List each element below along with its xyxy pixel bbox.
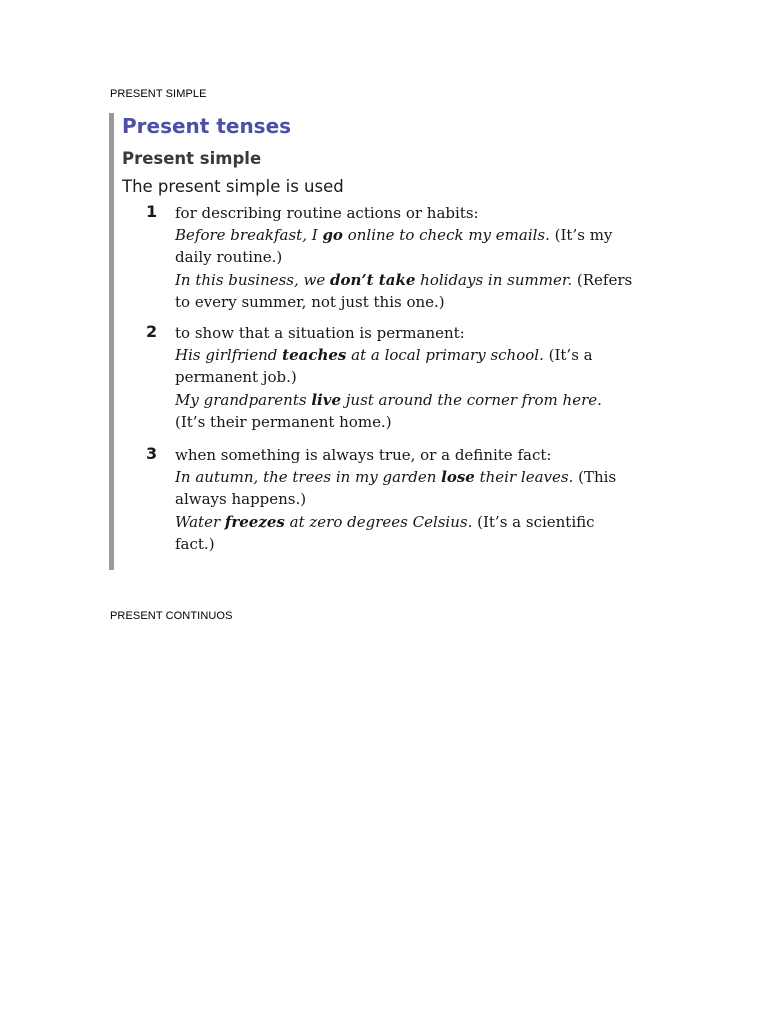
section-heading-present-simple: PRESENT SIMPLE bbox=[110, 88, 207, 100]
highlight-verb: live bbox=[311, 391, 341, 409]
highlight-verb: go bbox=[322, 226, 343, 244]
rule-description: when something is always true, or a definite fact: bbox=[175, 446, 552, 464]
highlight-verb: teaches bbox=[282, 346, 347, 364]
highlight-verb: freezes bbox=[224, 513, 285, 531]
example-line: In autumn, the trees in my garden lose their leaves. (This bbox=[175, 468, 617, 486]
rule-number: 3 bbox=[146, 444, 158, 463]
textbook-excerpt bbox=[109, 113, 657, 570]
rule-description: to show that a situation is permanent: bbox=[175, 324, 465, 342]
highlight-verb: don’t take bbox=[330, 271, 416, 289]
excerpt-intro: The present simple is used bbox=[122, 177, 344, 196]
example-note: to every summer, not just this one.) bbox=[175, 293, 445, 311]
highlight-verb: lose bbox=[441, 468, 475, 486]
section-heading-present-continuous: PRESENT CONTINUOS bbox=[110, 610, 233, 622]
example-line: His girlfriend teaches at a local primary school. (It’s a bbox=[175, 346, 593, 364]
example-line: Before breakfast, I go online to check my emails. (It’s my bbox=[175, 226, 613, 244]
example-note: always happens.) bbox=[175, 490, 307, 508]
excerpt-title: Present tenses bbox=[122, 114, 292, 138]
example-note: (It’s their permanent home.) bbox=[175, 413, 392, 431]
rule-description: for describing routine actions or habits: bbox=[175, 204, 479, 222]
example-line: My grandparents live just around the corner from here. bbox=[175, 391, 602, 409]
example-note: fact.) bbox=[175, 535, 215, 553]
rule-number: 2 bbox=[146, 322, 158, 341]
excerpt-subtitle: Present simple bbox=[122, 149, 262, 168]
example-note: permanent job.) bbox=[175, 368, 297, 386]
example-line: In this business, we don’t take holidays in summer. (Refers bbox=[175, 271, 633, 289]
example-line: Water freezes at zero degrees Celsius. (It’s a scientific bbox=[175, 513, 595, 531]
rule-number: 1 bbox=[146, 202, 158, 221]
example-note: daily routine.) bbox=[175, 248, 283, 266]
